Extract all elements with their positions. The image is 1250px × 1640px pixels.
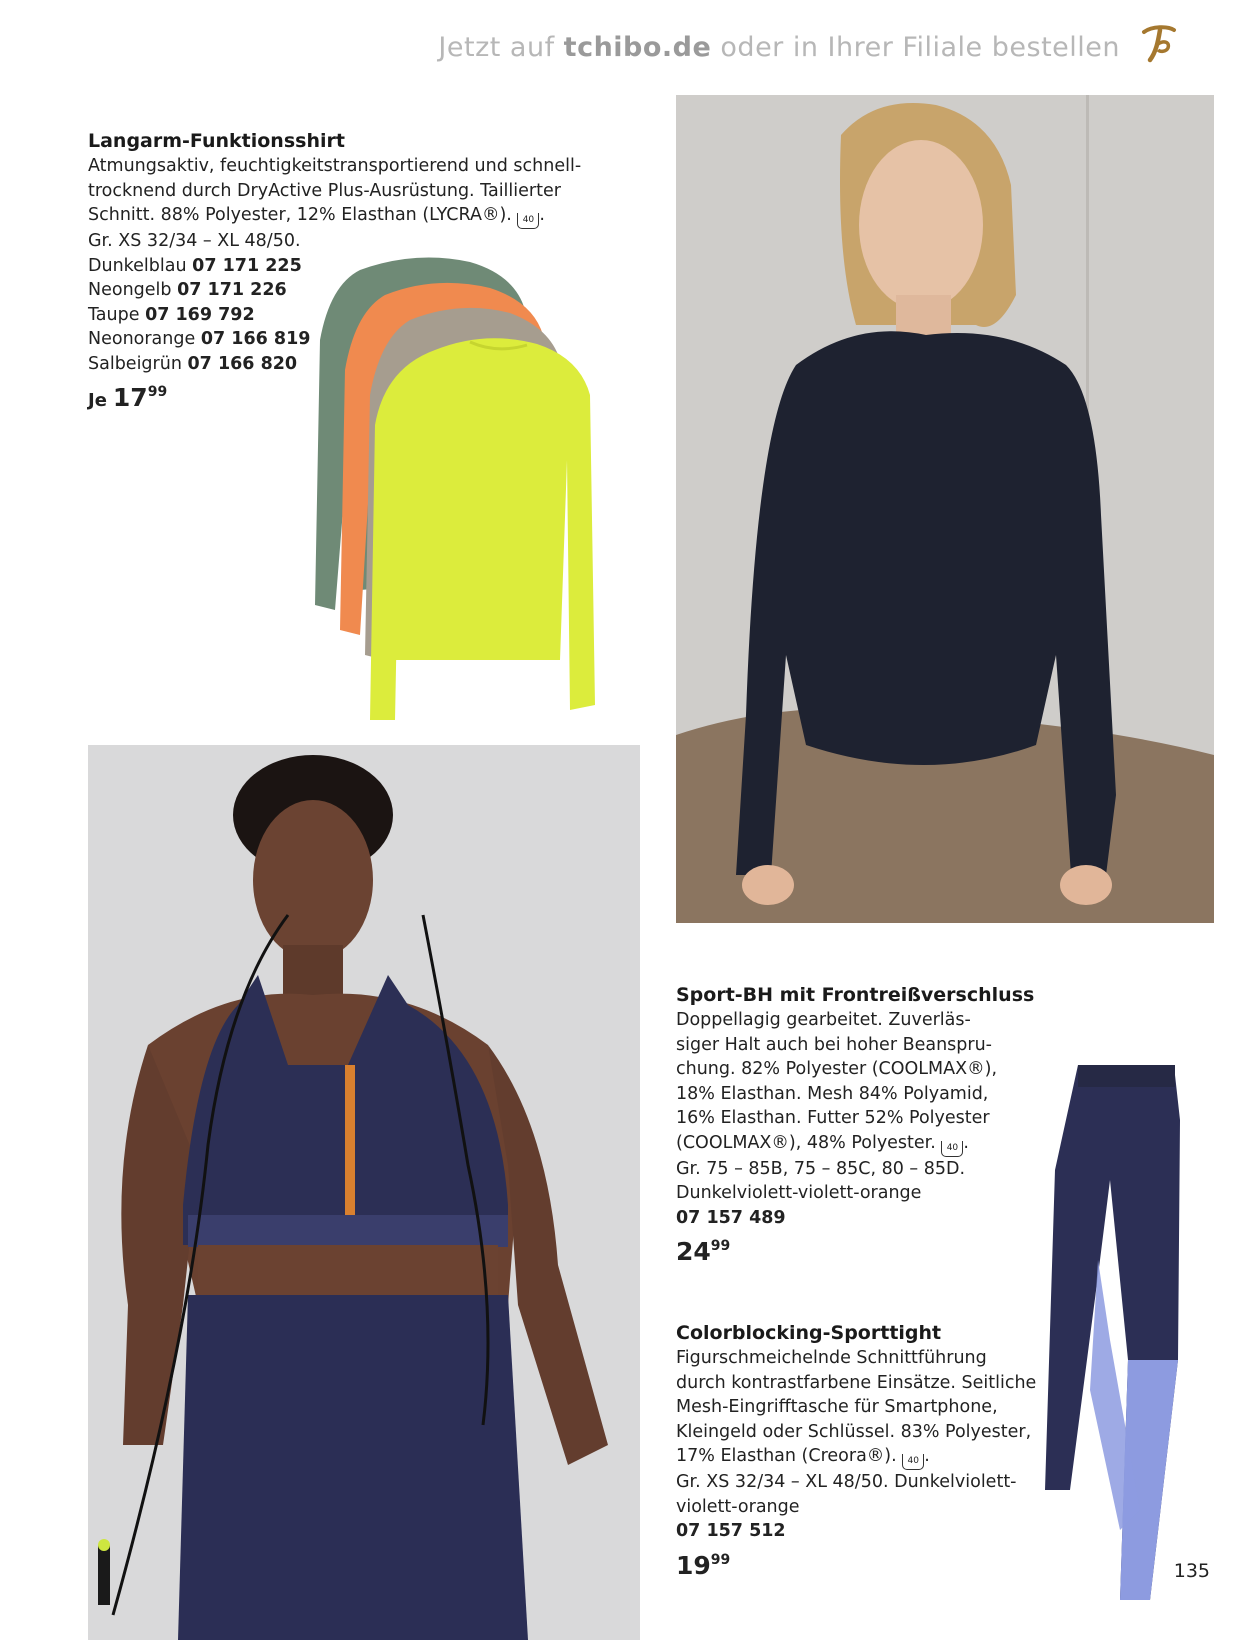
shirt-desc-2: trocknend durch DryActive Plus-Ausrüstung. Taillierter bbox=[88, 180, 561, 201]
tight-desc-5: 17% Elasthan (Creora®). bbox=[676, 1446, 897, 1466]
bra-size: Gr. 75 – 85B, 75 – 85C, 80 – 85D. bbox=[676, 1158, 966, 1179]
bra-desc-2: siger Halt auch bei hoher Beanspru- bbox=[676, 1034, 992, 1055]
tight-size: Gr. XS 32/34 – XL 48/50. Dunkelviolett- bbox=[676, 1472, 1017, 1492]
shirt-desc-3: Schnitt. 88% Polyester, 12% Elasthan (LYCRA®). bbox=[88, 205, 512, 225]
model-photo-bra bbox=[88, 745, 640, 1640]
page-number: 135 bbox=[1173, 1560, 1210, 1582]
variant-color: Dunkelblau bbox=[88, 255, 187, 276]
shirt-title: Langarm-Funktionsshirt bbox=[88, 130, 345, 152]
shirts-product-image bbox=[305, 250, 645, 730]
tight-color: violett-orange bbox=[676, 1496, 800, 1517]
bra-desc-6: (COOLMAX®), 48% Polyester. bbox=[676, 1132, 936, 1153]
tight-sku: 07 157 512 bbox=[676, 1521, 786, 1541]
shirt-info: Langarm-Funktionsshirt Atmungsaktiv, feuchtigkeitstransportierend und schnell- trocknend durch DryActive Plus-Ausrüstung. Taillierter Schnitt. 88% Polyester, 12% Elasthan (LYCRA®). 40 . Gr. XS 32/34 – XL 48/50. Dunkelblau 07 171 225 Neongelb 07 171 226 Taupe 07 169 792 Neonorange 07 166 819 Salbeigrün 07 166 820 Je $17^{99}$ bbox=[88, 130, 582, 412]
variant-color: Neongelb bbox=[88, 280, 172, 300]
bra-price: $24^{99}$ bbox=[676, 1237, 731, 1266]
tight-title: Colorblocking-Sporttight bbox=[676, 1322, 942, 1344]
bra-info: Sport-BH mit Frontreißverschluss Doppellagig gearbeitet. Zuverläs- siger Halt auch bei hoher Beanspru- chung. 82% Polyester (COOLMAX®), 18% Elasthan. Mesh 84% Polyamid, 16% Elasthan. Futter 52% Polyester (COOLMAX®), 48% Polyester. 40 . Gr. 75 – 85B, 75 – 85C, 80 – 85D. Dunkelviolett-violett-orange 07 157 489 $24^{99}$ bbox=[676, 984, 1035, 1266]
header-post: oder in Ihrer Filiale bestellen bbox=[711, 32, 1120, 63]
shirt-size: Gr. XS 32/34 – XL 48/50. bbox=[88, 231, 301, 251]
wash-40-icon: 40 bbox=[517, 213, 539, 229]
variant-sku: 07 166 819 bbox=[200, 329, 311, 349]
header-tagline bbox=[438, 32, 1120, 63]
bra-desc-1: Doppellagig gearbeitet. Zuverläs- bbox=[676, 1010, 971, 1030]
variant-color: Neonorange bbox=[88, 329, 196, 349]
variant-sku: 07 171 225 bbox=[192, 255, 302, 276]
tight-desc-1: Figurschmeichelnde Schnittführung bbox=[676, 1348, 987, 1368]
model-photo-shirt bbox=[676, 95, 1214, 923]
bra-title: Sport-BH mit Frontreißverschluss bbox=[676, 984, 1035, 1006]
bra-color: Dunkelviolett-violett-orange bbox=[676, 1183, 922, 1203]
shirt-price: Je $17^{99}$ bbox=[88, 383, 168, 412]
tight-price: $19^{99}$ bbox=[676, 1550, 731, 1580]
header-pre: Jetzt auf bbox=[438, 32, 564, 63]
tchibo-logo-icon bbox=[1136, 22, 1180, 66]
tight-desc-2: durch kontrastfarbene Einsätze. Seitliche bbox=[676, 1372, 1037, 1393]
variant-color: Salbeigrün bbox=[88, 353, 182, 374]
header-brand[interactable]: tchibo.de bbox=[563, 32, 712, 63]
wash-40-icon: 40 bbox=[902, 1454, 924, 1470]
bra-desc-4: 18% Elasthan. Mesh 84% Polyamid, bbox=[676, 1083, 989, 1104]
tight-info: Colorblocking-Sporttight Figurschmeichelnde Schnittführung durch kontrastfarbene Einsätze. Seitliche Mesh-Eingrifftasche für Smartphone, Kleingeld oder Schlüssel. 83% Polyester, 17% Elasthan (Creora®). 40 . Gr. XS 32/34 – XL 48/50. Dunkelviolett- violett-orange 07 157 512 $19^{99}$ bbox=[676, 1322, 1037, 1580]
shirt-desc-1: Atmungsaktiv, feuchtigkeitstransportierend und schnell- bbox=[88, 156, 582, 176]
variant-sku: 07 169 792 bbox=[145, 304, 255, 325]
variant-sku: 07 171 226 bbox=[177, 280, 287, 300]
bra-desc-3: chung. 82% Polyester (COOLMAX®), bbox=[676, 1059, 998, 1079]
tight-desc-3: Mesh-Eingrifftasche für Smartphone, bbox=[676, 1397, 998, 1417]
variant-sku: 07 166 820 bbox=[187, 353, 298, 374]
tights-product-image bbox=[1040, 1060, 1185, 1610]
tight-desc-4: Kleingeld oder Schlüssel. 83% Polyester, bbox=[676, 1421, 1032, 1442]
bra-sku: 07 157 489 bbox=[676, 1207, 786, 1228]
bra-desc-5: 16% Elasthan. Futter 52% Polyester bbox=[676, 1108, 990, 1128]
variant-color: Taupe bbox=[88, 304, 140, 325]
wash-40-icon: 40 bbox=[941, 1141, 963, 1157]
